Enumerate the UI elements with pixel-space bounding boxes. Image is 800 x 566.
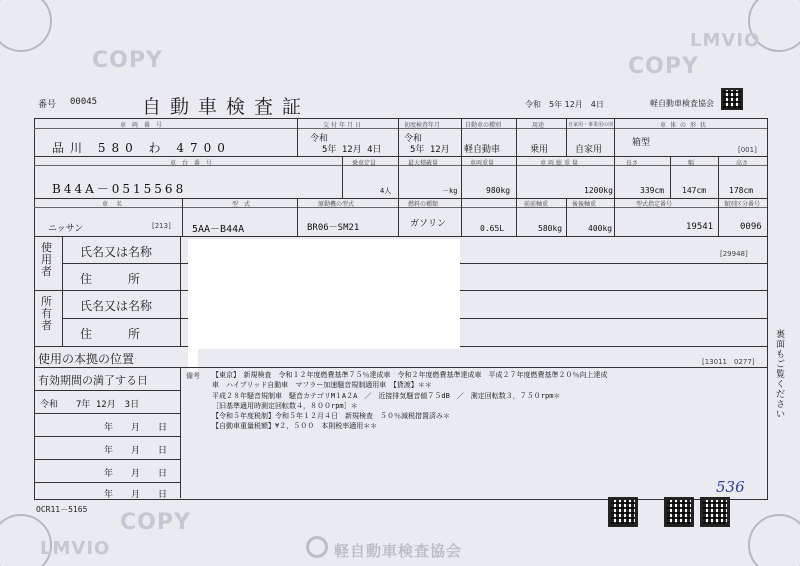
location-code: [13011 0277]: [702, 358, 755, 366]
first-reg-label: 初度検査年月: [404, 122, 441, 129]
width-label: 幅: [688, 160, 695, 167]
header-qr-icon: [721, 88, 743, 110]
remarks-line: 【東京】 新規検査 令和１２年度燃費基準７５％達成車 令和２年度燃費基準達成車 平成２７年度燃費基準２０％向上達成: [212, 371, 608, 379]
vehicle-use: 乗用: [530, 145, 549, 155]
owner-section-label: 所有者: [41, 295, 52, 332]
length: 339cm: [640, 186, 665, 195]
chassis-label: 車台番号: [170, 160, 219, 167]
gross-weight: 1200kg: [584, 186, 613, 195]
maker-code: [213]: [152, 222, 171, 230]
owner-address-label: 住 所: [80, 327, 145, 341]
expiry-date: 令和 7年 12月 3日: [40, 400, 140, 410]
biz-type: 自家用: [575, 145, 603, 155]
seal-emblem-icon: [306, 536, 328, 558]
first-reg-era: 令和: [404, 134, 423, 144]
corner-ornament-icon: [0, 0, 52, 52]
remarks-line: ［旧基準適用時測定回転数４，８００rpm］＊: [212, 402, 358, 410]
use-label: 用途: [532, 122, 545, 129]
handwritten-number: 536: [716, 478, 745, 496]
expiry-blank-3: 年 月 日: [104, 469, 168, 479]
front-axle-label: 前前軸重: [524, 201, 549, 208]
watermark-copy: COPY: [628, 54, 699, 79]
max-load: －kg: [442, 187, 458, 195]
type-no-label: 型式指定番号: [636, 201, 673, 208]
serial-label: 番号: [38, 100, 57, 110]
seal-text: 軽自動車検査協会: [334, 542, 463, 560]
remarks-line: 車 ハイブリッド自動車 マフラー加速騒音規制適用車 【貸渡】＊＊: [212, 381, 432, 389]
qr-code-icon: [608, 497, 638, 527]
remarks-line: 【自動車重量税額】¥２，５００ 本則税率適用＊＊: [212, 422, 378, 430]
displacement: 0.65L: [480, 224, 505, 233]
capacity: 4人: [380, 187, 392, 195]
watermark-brand: LMVIO: [40, 538, 111, 559]
height: 178cm: [729, 186, 754, 195]
maker-name: ニッサン: [48, 224, 84, 234]
plate-number: 品川 580 わ 4700: [52, 141, 231, 155]
qr-code-icon: [664, 497, 694, 527]
expiry-label: 有効期間の満了する日: [38, 374, 148, 387]
body-shape: 箱型: [632, 138, 651, 148]
user-code: [29948]: [720, 250, 748, 258]
redacted-area: [188, 239, 460, 349]
vehicle-weight: 980kg: [486, 186, 511, 195]
body-code: [001]: [738, 146, 757, 154]
engine-label: 原動機の型式: [318, 201, 355, 208]
watermark-brand: LMVIO: [690, 30, 761, 51]
ocr-code: OCR11－5165: [36, 505, 88, 514]
remarks-line: 【令和５年度税制】令和５年１２月４日 新規検査 ５０％減税措置済み＊: [212, 412, 450, 420]
expiry-blank-1: 年 月 日: [104, 423, 168, 433]
maker-label: 車名: [102, 201, 131, 208]
kind-label: 自動車の種別: [465, 122, 502, 129]
max-load-label: 最大積載量: [408, 160, 439, 167]
rear-axle-label: 後後軸重: [572, 201, 597, 208]
capacity-label: 乗車定員: [352, 160, 377, 167]
watermark-copy: COPY: [92, 48, 163, 73]
qr-code-icon: [700, 497, 730, 527]
user-address-label: 住 所: [80, 272, 145, 286]
expiry-blank-2: 年 月 日: [104, 446, 168, 456]
length-label: 長さ: [626, 160, 639, 167]
watermark-copy: COPY: [120, 510, 191, 535]
engine-model: BR06－SM21: [307, 223, 360, 233]
class-number: 0096: [740, 222, 762, 232]
weight-label: 車両重量: [470, 160, 495, 167]
body-label: 車体の形状: [660, 122, 711, 129]
expiry-blank-4: 年 月 日: [104, 490, 168, 500]
issue-date: 令和 5年 12月 4日: [525, 100, 604, 109]
height-label: 高さ: [736, 160, 749, 167]
reg-date-era: 令和: [310, 134, 329, 144]
plate-label: 車両番号: [120, 122, 169, 129]
first-reg-date: 5年 12月: [410, 145, 450, 155]
user-name-label: 氏名又は名称: [80, 245, 153, 259]
page-title: 自動車検査証: [142, 96, 311, 118]
chassis-number: B44A－0515568: [52, 182, 187, 196]
vehicle-kind: 軽自動車: [464, 145, 501, 155]
remarks-line: 平成２８年騒音規制車 騒音カテゴリM１A２A ／ 近接排気騒音値７５dB ／ 測定回転数３，７５０rpm＊: [212, 392, 561, 400]
front-axle-weight: 580kg: [538, 224, 563, 233]
remarks-label: 備考: [186, 372, 200, 380]
type-number: 19541: [686, 222, 714, 232]
model-label: 型式: [232, 201, 257, 208]
gross-weight-label: 車両総重量: [540, 160, 581, 167]
fuel-type: ガソリン: [410, 219, 447, 229]
issuer-name: 軽自動車検査協会: [650, 99, 714, 108]
side-note: 裏面もご覧ください: [776, 330, 786, 420]
model-code: 5AA－B44A: [192, 224, 245, 235]
serial-number: 00045: [70, 97, 98, 107]
owner-name-label: 氏名又は名称: [80, 299, 153, 313]
location-label: 使用の本拠の位置: [38, 352, 135, 366]
rear-axle-weight: 400kg: [588, 224, 613, 233]
reg-date-label: 交付年月日: [323, 122, 364, 129]
user-section-label: 使用者: [41, 241, 52, 278]
biz-label: 自家用・事業用の別: [568, 122, 614, 128]
reg-date: 5年 12月 4日: [322, 145, 382, 155]
class-no-label: 類別区分番号: [724, 201, 761, 208]
corner-ornament-icon: [748, 514, 800, 566]
width: 147cm: [682, 186, 707, 195]
fuel-label: 燃料の種類: [408, 201, 439, 208]
